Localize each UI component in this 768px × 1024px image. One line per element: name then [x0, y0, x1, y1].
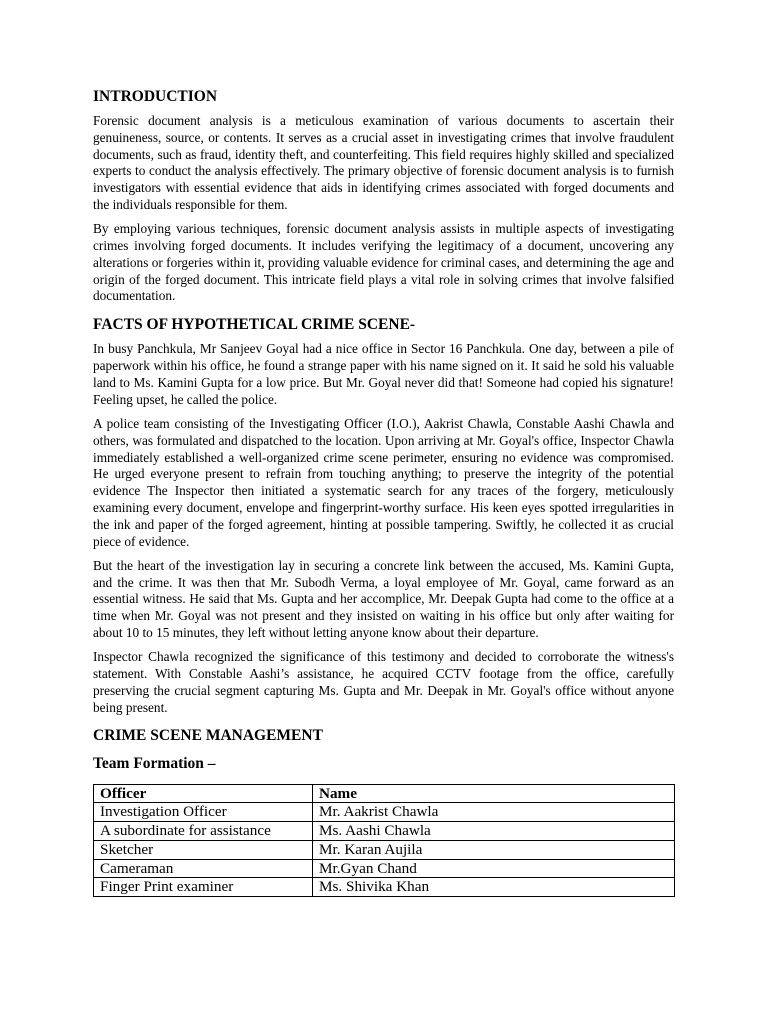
intro-paragraph-2: By employing various techniques, forensic document analysis assists in multiple aspects of investigating crimes involving forged documents. It includes verifying the legitimacy of a document, uncovering any alterations or forgeries within it, providing valuable evidence for criminal cases, and determining the age and origin of the forged document. This intricate field plays a vital role in solving crimes that involve falsified documentation. — [93, 221, 674, 304]
table-row — [94, 859, 675, 878]
facts-paragraph-1: In busy Panchkula, Mr Sanjeev Goyal had a nice office in Sector 16 Panchkula. One day, between a pile of paperwork within his office, he found a strange paper with his name signed on it. It said he sold his valuable land to Ms. Kamini Gupta for a low price. But Mr. Goyal never did that! Someone had copied his signature! Feeling upset, he called the police. — [93, 341, 674, 407]
officer-cell: Cameraman — [94, 859, 313, 878]
table-header-row — [94, 784, 675, 803]
team-formation-heading: Team Formation – — [93, 754, 216, 772]
header-officer: Officer — [94, 784, 313, 803]
intro-paragraph-1: Forensic document analysis is a meticulous examination of various documents to ascertain their genuineness, source, or contents. It serves as a crucial asset in investigating crimes that involve fraudulent documents, such as fraud, identity theft, and counterfeiting. This field requires highly skilled and specialized experts to conduct the analysis effectively. The primary objective of forensic document analysis is to furnish investigators with essential evidence that aids in identifying crimes associated with forged documents and the individuals responsible for them. — [93, 113, 674, 212]
introduction-heading: INTRODUCTION — [93, 88, 218, 105]
table-row — [94, 803, 675, 822]
officer-cell: A subordinate for assistance — [94, 822, 313, 841]
name-cell: Mr. Aakrist Chawla — [313, 803, 675, 822]
name-cell: Ms. Shivika Khan — [313, 878, 675, 897]
officer-cell: Finger Print examiner — [94, 878, 313, 897]
officer-cell: Sketcher — [94, 840, 313, 859]
table-row — [94, 878, 675, 897]
facts-paragraph-3: But the heart of the investigation lay in securing a concrete link between the accused, Ms. Kamini Gupta, and the crime. It was then that Mr. Subodh Verma, a loyal employee of Mr. Goyal, came forward as an essential witness. He said that Ms. Gupta and her accomplice, Mr. Deepak Gupta had come to the office at a time when Mr. Goyal was not present and they insisted on waiting in his office but only after waiting for about 10 to 15 minutes, they left without letting anyone know about their departure. — [93, 557, 674, 641]
document-page — [93, 87, 674, 897]
table-row — [94, 822, 675, 841]
officer-cell: Investigation Officer — [94, 803, 313, 822]
facts-heading: FACTS OF HYPOTHETICAL CRIME SCENE- — [93, 316, 416, 334]
name-cell: Mr.Gyan Chand — [313, 859, 675, 878]
crime-scene-management-heading: CRIME SCENE MANAGEMENT — [93, 726, 323, 744]
name-cell: Ms. Aashi Chawla — [313, 822, 675, 841]
table-row — [94, 840, 675, 859]
team-formation-table — [93, 784, 675, 898]
header-name: Name — [313, 784, 675, 803]
name-cell: Mr. Karan Aujila — [313, 840, 675, 859]
facts-paragraph-2: A police team consisting of the Investigating Officer (I.O.), Aakrist Chawla, Constable Aashi Chawla and others, was formulated and dispatched to the location. Upon arriving at Mr. Goyal's office, Inspector Chawla immediately established a well-organized crime scene perimeter, ensuring no evidence was compromised. He urged everyone present to refrain from touching anything; to preserve the integrity of the potential evidence The Inspector then initiated a systematic search for any traces of the forgery, meticulously examining every document, envelope and fingerprint-worthy surface. His keen eyes spotted irregularities in the ink and paper of the forged agreement, hinting at possible tampering. Swiftly, he collected it as crucial piece of evidence. — [93, 415, 674, 549]
facts-paragraph-4: Inspector Chawla recognized the significance of this testimony and decided to corroborate the witness's statement. With Constable Aashi’s assistance, he acquired CCTV footage from the office, carefully preserving the crucial segment capturing Ms. Gupta and Mr. Deepak in Mr. Goyal's office without anyone being present. — [93, 649, 674, 715]
